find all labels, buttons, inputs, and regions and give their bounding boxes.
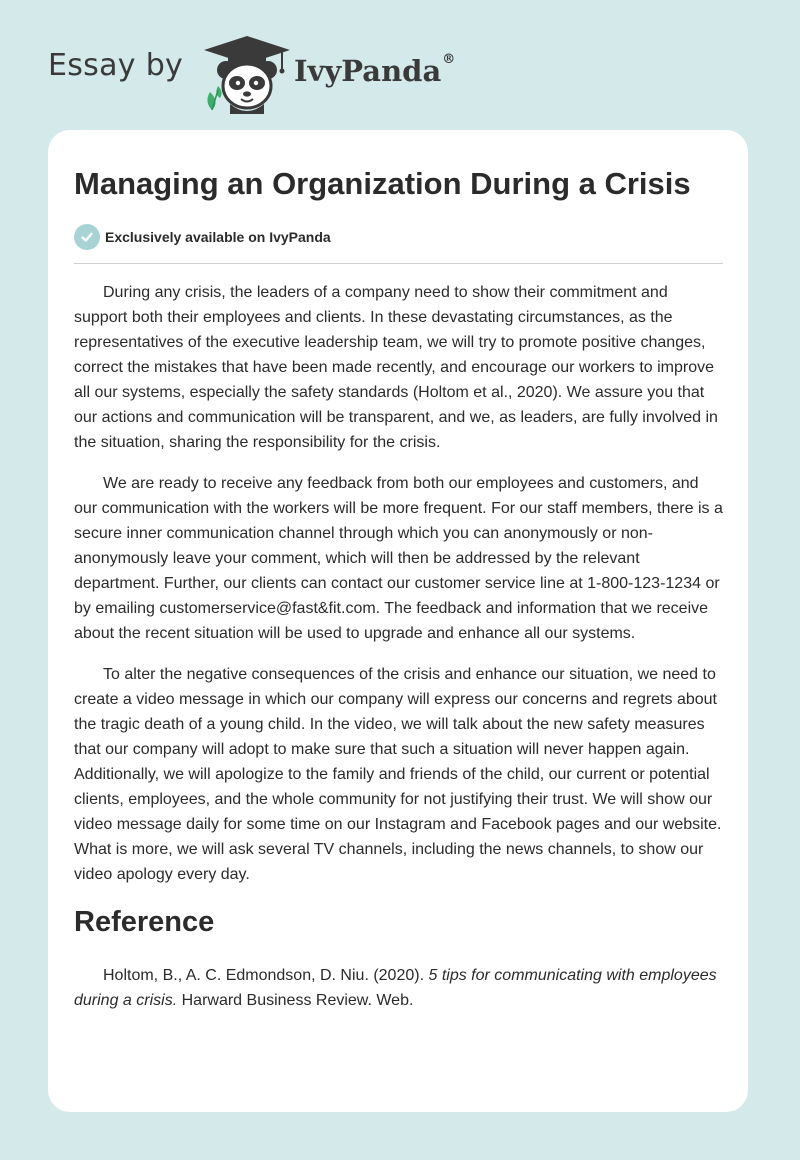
essay-content <box>74 164 723 1013</box>
site-header <box>48 34 508 114</box>
paragraph: We are ready to receive any feedback from both our employees and customers, and our communication with the workers will be more frequent. For our staff members, there is a secure inner communication channel through which you can anonymously or non-anonymously leave your comment, which will then be addressed by the relevant department. Further, our clients can contact our customer service line at 1-800-123-1234 or by emailing customerservice@fast&fit.com. The feedback and information that we receive about the recent situation will be used to upgrade and enhance all our systems. <box>74 475 723 642</box>
essay-by-label: Essay by <box>48 48 184 83</box>
panda-logo-icon[interactable] <box>202 34 292 114</box>
exclusive-badge <box>74 224 723 250</box>
paragraph: During any crisis, the leaders of a company need to show their commitment and support both their employees and clients. In these devastating circumstances, as the representatives of the executive leadership team, we will try to promote positive changes, correct the mistakes that have been made recently, and encourage our workers to improve all our systems, especially the safety standards (Holtom et al., 2020). We assure you that our actions and communication will be transparent, and we, as leaders, are fully involved in the situation, sharing the responsibility for the crisis. <box>74 284 718 451</box>
reference-heading: Reference <box>74 906 215 938</box>
paragraph: To alter the negative consequences of the crisis and enhance our situation, we need to create a video message in which our company will express our concerns and regrets about the tragic death of a young child. In the video, we will talk about the new safety measures that our company will adopt to make sure that such a situation will never happen again. Additionally, we will apologize to the family and friends of the child, our current or potential clients, employees, and the whole community for not justifying their trust. We will show our video message daily for some time on our Instagram and Facebook pages and our website. What is more, we will ask several TV channels, including the news channels, to show our video apology every day. <box>74 666 722 883</box>
reference-authors: Holtom, B., A. C. Edmondson, D. Niu. (2020). <box>103 967 425 984</box>
essay-card <box>48 130 748 1112</box>
reference-source: Harward Business Review. Web. <box>181 992 414 1009</box>
brand-name[interactable]: IvyPanda® <box>294 52 456 88</box>
registered-mark: ® <box>442 52 456 67</box>
page-title: Managing an Organization During a Crisis <box>74 166 691 201</box>
reference-title: 5 tips for communicating with employees during a crisis. <box>74 967 717 1009</box>
divider <box>74 263 723 264</box>
check-circle-icon <box>74 224 100 250</box>
reference-entry <box>74 963 723 1013</box>
exclusive-label: Exclusively available on IvyPanda <box>105 229 331 245</box>
